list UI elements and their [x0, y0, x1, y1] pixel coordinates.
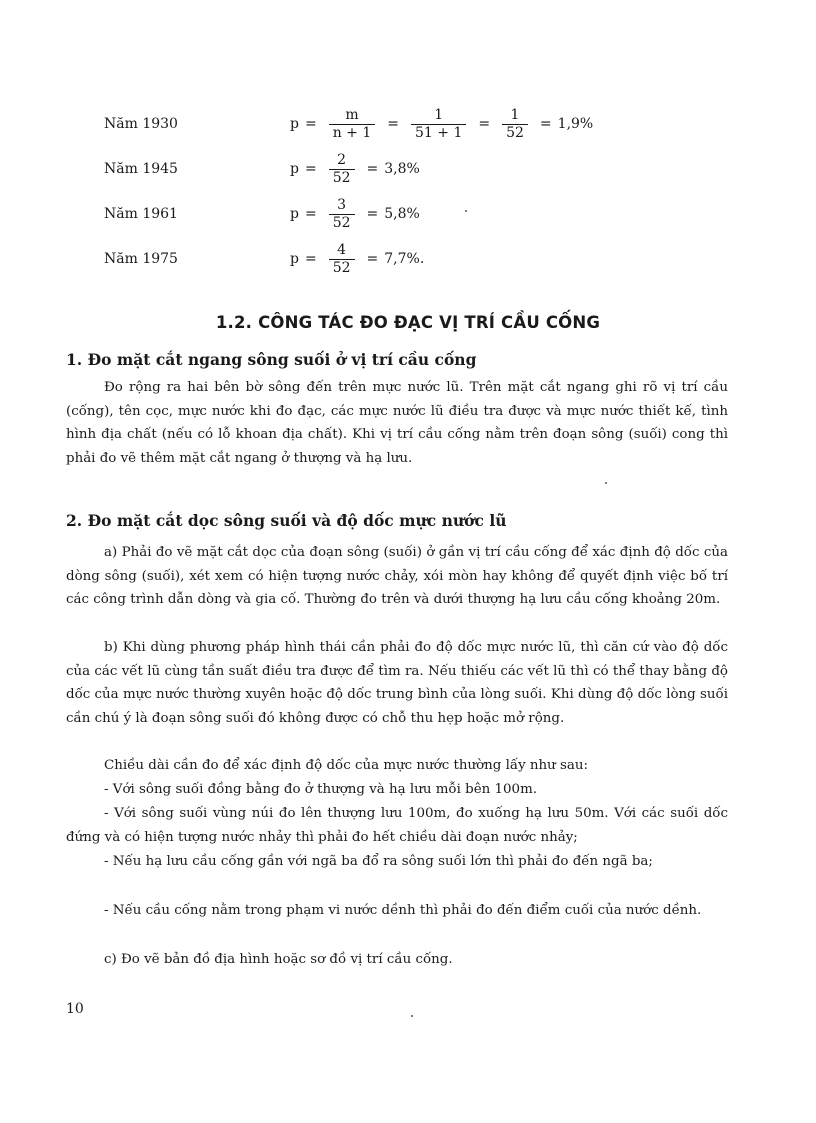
- equals-sign: =: [304, 206, 317, 222]
- equals-sign: =: [366, 206, 379, 222]
- subsection-2-title: 2. Đo mặt cắt dọc sông suối và độ dốc mực nước lũ: [66, 511, 507, 530]
- fraction: [329, 242, 355, 277]
- formula-lhs: p: [290, 251, 299, 267]
- page-number: 10: [66, 1001, 84, 1017]
- formula-result: 5,8%: [384, 206, 420, 222]
- fraction-denominator: n + 1: [329, 124, 376, 142]
- fraction-numerator: 4: [337, 241, 347, 258]
- formula-result: 3,8%: [384, 161, 420, 177]
- paragraph-b: b) Khi dùng phương pháp hình thái cần phải đo độ dốc mực nước lũ, thì căn cứ vào độ dốc của các vết lũ cùng tần suất điều tra được để tìm ra. Nếu thiếu các vết lũ thì có thể thay bằng độ dốc của mực nước thường xuyên hoặc độ dốc trung bình của lòng suối. Khi dùng độ dốc lòng suối cần chú ý là đoạn sông suối đó không được có chỗ thu hẹp hoặc mở rộng.: [66, 640, 728, 726]
- fraction-numerator: m: [345, 106, 359, 123]
- fraction-denominator: 52: [329, 169, 355, 187]
- fraction: [502, 107, 528, 142]
- subsection-1-title: 1. Đo mặt cắt ngang sông suối ở vị trí cầu cống: [66, 350, 477, 369]
- formula-expression: [290, 237, 424, 281]
- formula-year: Năm 1945: [104, 161, 178, 177]
- fraction: [411, 107, 466, 142]
- formula-year: Năm 1975: [104, 251, 178, 267]
- paragraph-a: a) Phải đo vẽ mặt cắt dọc của đoạn sông (suối) ở gần vị trí cầu cống để xác định độ dốc của dòng sông (suối), xét xem có hiện tượng nước chảy, xói mòn hay không để quyết định việc bố trí các công trình dẫn dòng và gia cố. Thường đo trên và dưới thượng hạ lưu cầu cống khoảng 20m.: [66, 545, 728, 607]
- formula-lhs: p: [290, 206, 299, 222]
- formula-expression: [290, 192, 420, 236]
- length-intro: Chiều dài cần đo để xác định độ dốc của mực nước thường lấy như sau:: [104, 758, 589, 773]
- equals-sign: =: [387, 116, 399, 132]
- fraction-denominator: 52: [329, 214, 355, 232]
- formula-row-1975: [0, 241, 816, 291]
- equals-sign: =: [304, 161, 317, 177]
- equals-sign: =: [478, 116, 491, 132]
- equals-sign: =: [366, 161, 379, 177]
- formula-lhs: p: [290, 161, 299, 177]
- equals-sign: =: [366, 251, 379, 267]
- fraction-denominator: 52: [502, 124, 528, 142]
- fraction: [329, 107, 376, 142]
- list-item-1: - Với sông suối đồng bằng đo ở thượng và hạ lưu mỗi bên 100m.: [104, 782, 538, 797]
- section-title: 1.2. CÔNG TÁC ĐO ĐẠC VỊ TRÍ CẦU CỐNG: [215, 313, 601, 332]
- list-item-2: - Với sông suối vùng núi đo lên thượng lưu 100m, đo xuống hạ lưu 50m. Với các suối dốc đứng và có hiện tượng nước nhảy thì phải đo hết chiều dài đoạn nước nhảy;: [66, 806, 728, 845]
- fraction-numerator: 3: [337, 196, 347, 213]
- fraction: [329, 152, 355, 187]
- formula-lhs: p: [290, 116, 299, 132]
- list-item-3: - Nếu hạ lưu cầu cống gần với ngã ba đổ ra sông suối lớn thì phải đo đến ngã ba;: [104, 854, 653, 869]
- subsection-1-body: Đo rộng ra hai bên bờ sông đến trên mực nước lũ. Trên mặt cắt ngang ghi rõ vị trí cầu (cống), tên cọc, mực nước khi đo đạc, các mực nước lũ điều tra được và mực nước thiết kế, tình hình địa chất (nếu có lỗ khoan địa chất). Khi vị trí cầu cống nằm trên đoạn sông (suối) cong thì phải đo vẽ thêm mặt cắt ngang ở thượng và hạ lưu.: [66, 380, 728, 466]
- scan-speck: [465, 210, 467, 212]
- formula-result: 1,9%: [557, 116, 594, 132]
- fraction-numerator: 1: [510, 106, 520, 123]
- equals-sign: =: [304, 251, 317, 267]
- scan-speck: [605, 482, 607, 484]
- equals-sign: =: [539, 116, 552, 132]
- formula-expression: [290, 147, 420, 191]
- formula-year: Năm 1930: [104, 116, 178, 132]
- fraction-denominator: 51 + 1: [411, 124, 466, 142]
- paragraph-c: c) Đo vẽ bản đồ địa hình hoặc sơ đồ vị trí cầu cống.: [104, 952, 453, 967]
- formula-expression: [290, 102, 593, 146]
- fraction-denominator: 52: [329, 259, 355, 277]
- formula-result: 7,7%.: [384, 251, 425, 267]
- formula-year: Năm 1961: [104, 206, 178, 222]
- fraction-numerator: 1: [434, 106, 444, 123]
- scan-speck: [411, 1015, 413, 1017]
- fraction-numerator: 2: [337, 151, 347, 168]
- equals-sign: =: [304, 116, 317, 132]
- list-item-4: - Nếu cầu cống nằm trong phạm vi nước dềnh thì phải đo đến điểm cuối của nước dềnh.: [104, 903, 702, 918]
- fraction: [329, 197, 355, 232]
